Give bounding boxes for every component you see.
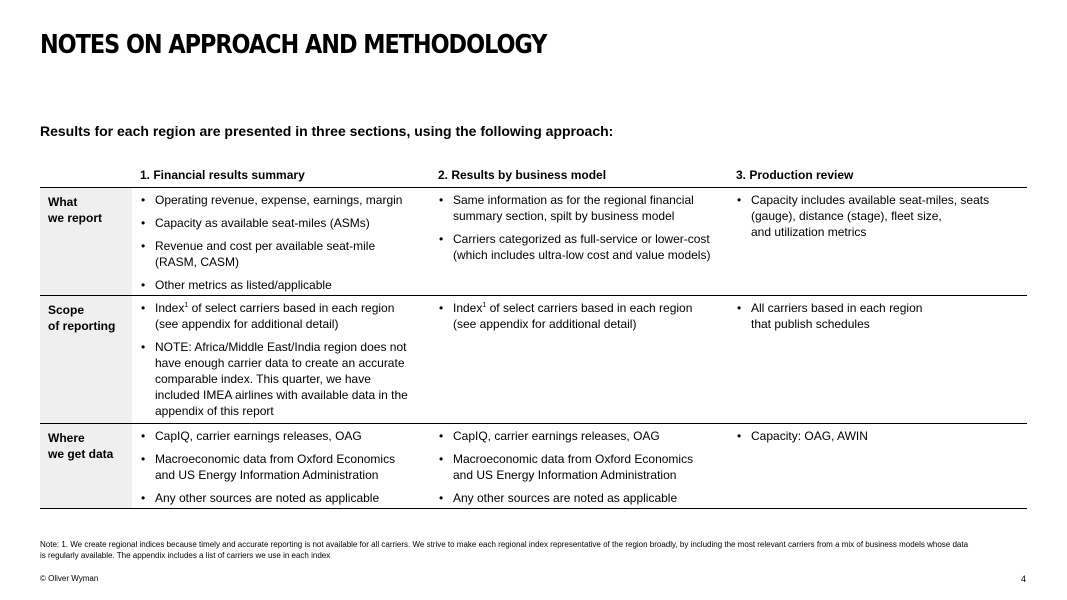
page-title: NOTES ON APPROACH AND METHODOLOGY: [40, 30, 547, 60]
bullet-item: • NOTE: Africa/Middle East/India region does not have enough carrier data to create an accurate comparable index. This quarter, we have included IMEA airlines with available data in the appendix of this report: [140, 339, 422, 419]
bullet-item: • CapIQ, carrier earnings releases, OAG: [140, 428, 422, 444]
bullet-item: • CapIQ, carrier earnings releases, OAG: [438, 428, 720, 444]
row-label: [40, 296, 132, 423]
bullet-item: • Macroeconomic data from Oxford Economics and US Energy Information Administration: [140, 451, 422, 483]
cell-production-what: [728, 188, 1027, 295]
cell-financial-what: [132, 188, 430, 295]
row-label-line: of reporting: [48, 319, 116, 333]
cell-business-what: [430, 188, 728, 295]
row-label: [40, 188, 132, 295]
header-business-model: 2. Results by business model: [438, 168, 607, 182]
bullet-item: • Capacity includes available seat-miles, seats (gauge), distance (stage), fleet size, and utilization metrics: [736, 192, 1019, 240]
footnote-line: Note: 1. We create regional indices because timely and accurate reporting is not available for all carriers. We strive to make each regional index representative of the region broadly, by including the most relevant carriers from a mix of business models whose data: [40, 540, 969, 549]
cell-financial-scope: [132, 296, 430, 423]
table-row-where-we-get-data: [40, 424, 1027, 509]
bullet-item: • Any other sources are noted as applicable: [438, 490, 720, 506]
bullet-item: • Operating revenue, expense, earnings, margin: [140, 192, 422, 208]
bullet-item: • Same information as for the regional financial summary section, spilt by business model: [438, 192, 720, 224]
bullet-item: • Other metrics as listed/applicable: [140, 277, 422, 293]
page-subtitle: Results for each region are presented in three sections, using the following approach:: [40, 123, 614, 139]
cell-business-data: [430, 424, 728, 508]
row-label-line: we get data: [48, 447, 114, 461]
header-financial-results: 1. Financial results summary: [140, 168, 305, 182]
table-header: [40, 165, 1027, 188]
row-label: [40, 424, 132, 508]
bullet-item: • Index$^1$ of select carriers based in each region (see appendix for additional detail): [438, 300, 720, 332]
row-label-line: we report: [48, 211, 103, 225]
bullet-item: • Any other sources are noted as applicable: [140, 490, 422, 506]
footnote-line: is regularly available. The appendix includes a list of carriers we use in each index: [40, 551, 331, 560]
bullet-item: • All carriers based in each region that publish schedules: [736, 300, 1019, 332]
header-production-review: 3. Production review: [736, 168, 854, 182]
cell-financial-data: [132, 424, 430, 508]
copyright: © Oliver Wyman: [40, 574, 99, 583]
bullet-item: • Capacity as available seat-miles (ASMs): [140, 215, 422, 231]
cell-production-scope: [728, 296, 1027, 423]
cell-production-data: [728, 424, 1027, 508]
table-row-scope-of-reporting: [40, 296, 1027, 424]
bullet-item: • Index$^1$ of select carriers based in each region (see appendix for additional detail): [140, 300, 422, 332]
methodology-table: [40, 165, 1027, 509]
page-number: 4: [1020, 574, 1026, 584]
cell-business-scope: [430, 296, 728, 423]
row-label-line: Scope: [48, 303, 85, 317]
row-label-line: Where: [48, 431, 85, 445]
bullet-item: • Capacity: OAG, AWIN: [736, 428, 1019, 444]
bullet-item: • Macroeconomic data from Oxford Economics and US Energy Information Administration: [438, 451, 720, 483]
bullet-item: • Revenue and cost per available seat-mile (RASM, CASM): [140, 238, 422, 270]
bullet-item: • Carriers categorized as full-service or lower-cost (which includes ultra-low cost and value models): [438, 231, 720, 263]
table-row-what-we-report: [40, 188, 1027, 296]
row-label-line: What: [48, 195, 78, 209]
header-blank: [40, 165, 132, 187]
footnote: [40, 539, 1030, 561]
